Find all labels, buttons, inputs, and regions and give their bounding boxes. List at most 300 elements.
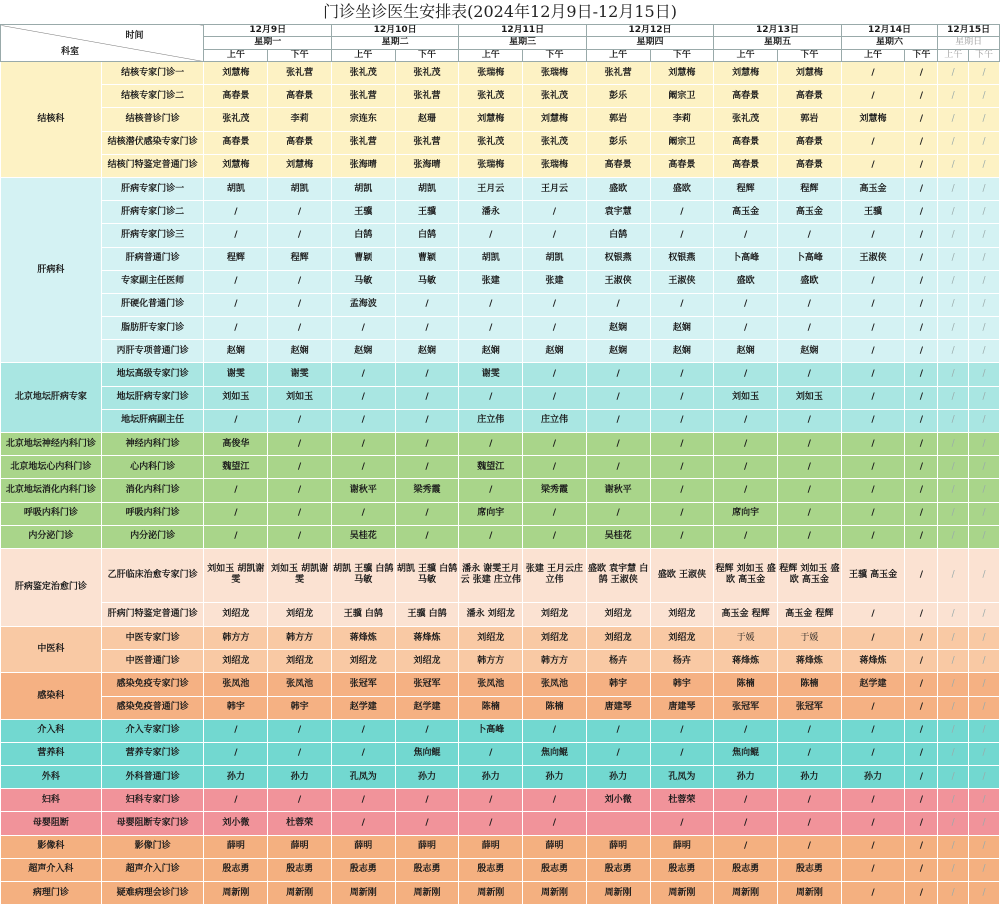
- schedule-cell: /: [938, 247, 969, 270]
- schedule-cell: /: [841, 602, 905, 626]
- schedule-cell: /: [938, 789, 969, 812]
- schedule-cell: /: [395, 502, 459, 525]
- schedule-cell: /: [969, 177, 1000, 200]
- schedule-cell: 张冠军: [777, 696, 841, 719]
- schedule-cell: /: [777, 525, 841, 548]
- clinic-cell: 地坛肝病副主任: [101, 409, 204, 432]
- dept-cell: 肝病科: [1, 177, 102, 363]
- schedule-cell: 高春景: [650, 154, 714, 177]
- schedule-cell: 胡凯 王骥 白鹄 马敏: [331, 548, 395, 602]
- schedule-cell: 彭乐: [586, 85, 650, 108]
- schedule-cell: /: [331, 386, 395, 409]
- schedule-cell: 刘如玉: [204, 386, 268, 409]
- schedule-cell: 刘如玉: [268, 386, 332, 409]
- table-row: [1, 131, 1000, 154]
- schedule-cell: 杜蓉荣: [650, 789, 714, 812]
- schedule-cell: 赵娴: [395, 340, 459, 363]
- schedule-cell: /: [938, 812, 969, 835]
- pm-label: 下午: [395, 49, 459, 61]
- schedule-cell: 赵娴: [523, 340, 587, 363]
- schedule-cell: /: [969, 650, 1000, 673]
- schedule-cell: 杨卉: [586, 650, 650, 673]
- schedule-cell: 蒋烽炼: [714, 650, 778, 673]
- clinic-cell: 地坛高级专家门诊: [101, 363, 204, 386]
- schedule-cell: /: [650, 433, 714, 456]
- schedule-cell: /: [938, 201, 969, 224]
- schedule-cell: 刘绍龙: [204, 650, 268, 673]
- schedule-cell: /: [650, 479, 714, 502]
- schedule-cell: 赵学建: [395, 696, 459, 719]
- schedule-cell: 孔凤为: [331, 766, 395, 789]
- schedule-cell: /: [938, 502, 969, 525]
- schedule-cell: 张礼营: [331, 131, 395, 154]
- schedule-cell: /: [268, 293, 332, 316]
- schedule-cell: 孔凤为: [650, 766, 714, 789]
- schedule-cell: 卜高峰: [777, 247, 841, 270]
- schedule-cell: 马敏: [395, 270, 459, 293]
- table-row: [1, 108, 1000, 131]
- schedule-cell: /: [905, 502, 938, 525]
- schedule-cell: /: [268, 317, 332, 340]
- schedule-cell: 刘慧梅: [523, 108, 587, 131]
- schedule-cell: /: [938, 293, 969, 316]
- schedule-cell: 张凤池: [268, 673, 332, 696]
- clinic-cell: 肝病专家门诊二: [101, 201, 204, 224]
- schedule-cell: 张礼茂: [395, 62, 459, 85]
- schedule-cell: /: [969, 433, 1000, 456]
- clinic-cell: 外科普通门诊: [101, 766, 204, 789]
- schedule-cell: 焦向鲲: [523, 742, 587, 765]
- pm-label: 下午: [523, 49, 587, 61]
- clinic-cell: 内分泌门诊: [101, 525, 204, 548]
- schedule-cell: 赵娴: [650, 317, 714, 340]
- clinic-cell: 感染免疫普通门诊: [101, 696, 204, 719]
- schedule-cell: 薛明: [650, 835, 714, 858]
- schedule-cell: /: [938, 456, 969, 479]
- schedule-cell: 高春景: [268, 131, 332, 154]
- day-weekday: 星期五: [714, 37, 841, 49]
- schedule-cell: /: [523, 789, 587, 812]
- schedule-cell: 张海晴: [395, 154, 459, 177]
- schedule-cell: 薛明: [331, 835, 395, 858]
- schedule-cell: /: [905, 201, 938, 224]
- table-row: [1, 409, 1000, 432]
- schedule-cell: 程辉 刘如玉 盛欧 高玉金: [714, 548, 778, 602]
- schedule-cell: 孙力: [459, 766, 523, 789]
- schedule-cell: /: [331, 456, 395, 479]
- clinic-cell: 呼吸内科门诊: [101, 502, 204, 525]
- schedule-cell: /: [714, 525, 778, 548]
- schedule-cell: /: [459, 224, 523, 247]
- schedule-cell: 王骥 白鹄: [331, 602, 395, 626]
- schedule-cell: /: [268, 456, 332, 479]
- schedule-cell: 于媛: [777, 626, 841, 649]
- schedule-cell: 薛明: [523, 835, 587, 858]
- schedule-cell: /: [459, 386, 523, 409]
- table-row: [1, 673, 1000, 696]
- table-row: [1, 270, 1000, 293]
- schedule-cell: /: [459, 742, 523, 765]
- table-row: [1, 742, 1000, 765]
- schedule-cell: /: [204, 502, 268, 525]
- dept-cell: 病理门诊: [1, 882, 102, 905]
- schedule-cell: /: [777, 293, 841, 316]
- schedule-cell: /: [969, 224, 1000, 247]
- schedule-cell: /: [969, 858, 1000, 881]
- schedule-table: [0, 24, 1000, 905]
- dept-cell: 北京地坛心内科门诊: [1, 456, 102, 479]
- schedule-cell: 程辉: [204, 247, 268, 270]
- schedule-cell: 张瑞梅: [459, 62, 523, 85]
- clinic-cell: 专家副主任医师: [101, 270, 204, 293]
- day-weekday: 星期六: [841, 37, 938, 49]
- schedule-cell: /: [969, 626, 1000, 649]
- schedule-cell: /: [938, 85, 969, 108]
- schedule-cell: [586, 812, 650, 835]
- schedule-cell: /: [969, 812, 1000, 835]
- clinic-cell: 结核门特鉴定普通门诊: [101, 154, 204, 177]
- schedule-cell: 刘绍龙: [268, 602, 332, 626]
- schedule-cell: /: [969, 673, 1000, 696]
- schedule-cell: /: [395, 719, 459, 742]
- schedule-cell: 高春景: [204, 131, 268, 154]
- schedule-cell: 焦向鲲: [714, 742, 778, 765]
- schedule-cell: /: [969, 882, 1000, 905]
- schedule-cell: /: [969, 108, 1000, 131]
- schedule-cell: 陈楠: [523, 696, 587, 719]
- schedule-cell: /: [586, 409, 650, 432]
- schedule-cell: /: [841, 456, 905, 479]
- schedule-cell: 白鹄: [395, 224, 459, 247]
- table-row: [1, 479, 1000, 502]
- schedule-cell: 刘绍龙: [523, 602, 587, 626]
- schedule-cell: /: [841, 62, 905, 85]
- clinic-cell: 疑难病理会诊门诊: [101, 882, 204, 905]
- schedule-cell: 张瑞梅: [523, 62, 587, 85]
- schedule-cell: /: [969, 456, 1000, 479]
- clinic-cell: 肝病专家门诊三: [101, 224, 204, 247]
- schedule-cell: /: [395, 363, 459, 386]
- schedule-cell: /: [841, 626, 905, 649]
- schedule-cell: 刘绍龙: [523, 626, 587, 649]
- schedule-cell: /: [523, 317, 587, 340]
- schedule-cell: 蒋烽炼: [395, 626, 459, 649]
- schedule-cell: 胡凯 王骥 白鹄 马敏: [395, 548, 459, 602]
- schedule-cell: 陈楠: [714, 673, 778, 696]
- schedule-cell: 白鹄: [331, 224, 395, 247]
- schedule-cell: 蒋烽炼: [841, 650, 905, 673]
- schedule-cell: 刘慧梅: [268, 154, 332, 177]
- schedule-cell: /: [331, 502, 395, 525]
- schedule-cell: /: [268, 409, 332, 432]
- schedule-cell: 刘如玉 胡凯谢雯: [204, 548, 268, 602]
- schedule-cell: 张凤池: [523, 673, 587, 696]
- schedule-cell: /: [268, 433, 332, 456]
- schedule-cell: 刘慧梅: [459, 108, 523, 131]
- clinic-cell: 乙肝临床治愈专家门诊: [101, 548, 204, 602]
- schedule-cell: 胡凯: [523, 247, 587, 270]
- schedule-cell: 殷志勇: [459, 858, 523, 881]
- schedule-cell: /: [841, 363, 905, 386]
- schedule-cell: /: [204, 742, 268, 765]
- schedule-cell: /: [938, 386, 969, 409]
- schedule-cell: /: [969, 548, 1000, 602]
- table-row: [1, 62, 1000, 85]
- schedule-cell: 殷志勇: [331, 858, 395, 881]
- schedule-cell: /: [905, 789, 938, 812]
- schedule-cell: /: [331, 363, 395, 386]
- schedule-cell: /: [841, 224, 905, 247]
- schedule-cell: /: [969, 409, 1000, 432]
- schedule-cell: /: [395, 386, 459, 409]
- schedule-cell: 权银燕: [650, 247, 714, 270]
- schedule-cell: /: [905, 742, 938, 765]
- schedule-cell: 席向宇: [714, 502, 778, 525]
- schedule-cell: 殷志勇: [523, 858, 587, 881]
- clinic-cell: 介入专家门诊: [101, 719, 204, 742]
- schedule-cell: 高春景: [714, 131, 778, 154]
- schedule-cell: /: [204, 525, 268, 548]
- schedule-cell: 刘慧梅: [777, 62, 841, 85]
- schedule-cell: /: [841, 502, 905, 525]
- clinic-cell: 肝硬化普通门诊: [101, 293, 204, 316]
- pm-label: 下午: [268, 49, 332, 61]
- schedule-cell: 盛欧 王淑侠: [650, 548, 714, 602]
- schedule-cell: /: [841, 719, 905, 742]
- schedule-cell: /: [841, 131, 905, 154]
- schedule-cell: /: [938, 525, 969, 548]
- schedule-cell: /: [523, 433, 587, 456]
- schedule-cell: /: [714, 224, 778, 247]
- schedule-cell: /: [905, 409, 938, 432]
- schedule-cell: /: [650, 293, 714, 316]
- schedule-cell: 张礼茂: [523, 85, 587, 108]
- schedule-cell: /: [938, 479, 969, 502]
- clinic-cell: 超声介入门诊: [101, 858, 204, 881]
- table-row: [1, 789, 1000, 812]
- schedule-cell: 王骥: [331, 201, 395, 224]
- table-row: [1, 812, 1000, 835]
- schedule-cell: 韩方方: [459, 650, 523, 673]
- schedule-cell: 高春景: [204, 85, 268, 108]
- schedule-cell: 张建: [523, 270, 587, 293]
- schedule-cell: /: [841, 742, 905, 765]
- dept-cell: 外科: [1, 766, 102, 789]
- schedule-cell: /: [969, 317, 1000, 340]
- schedule-cell: 薛明: [204, 835, 268, 858]
- day-weekday: 星期三: [459, 37, 586, 49]
- am-label: 上午: [204, 49, 268, 61]
- schedule-cell: 陈楠: [777, 673, 841, 696]
- table-row: [1, 340, 1000, 363]
- schedule-cell: /: [938, 340, 969, 363]
- schedule-cell: 刘慧梅: [204, 62, 268, 85]
- schedule-cell: /: [459, 525, 523, 548]
- schedule-cell: /: [204, 479, 268, 502]
- schedule-cell: 孙力: [841, 766, 905, 789]
- schedule-cell: 谢雯: [204, 363, 268, 386]
- dept-cell: 呼吸内科门诊: [1, 502, 102, 525]
- table-row: [1, 386, 1000, 409]
- schedule-cell: 殷志勇: [268, 858, 332, 881]
- schedule-cell: 魏望江: [204, 456, 268, 479]
- schedule-cell: 张礼茂: [459, 131, 523, 154]
- schedule-cell: /: [905, 479, 938, 502]
- schedule-cell: 高春景: [777, 154, 841, 177]
- schedule-cell: 张瑞梅: [523, 154, 587, 177]
- schedule-cell: 胡凯: [395, 177, 459, 200]
- schedule-cell: /: [938, 317, 969, 340]
- schedule-cell: /: [395, 317, 459, 340]
- schedule-cell: /: [459, 433, 523, 456]
- schedule-cell: /: [459, 317, 523, 340]
- schedule-cell: /: [714, 456, 778, 479]
- clinic-cell: 脂肪肝专家门诊: [101, 317, 204, 340]
- schedule-cell: /: [523, 525, 587, 548]
- schedule-cell: 白鹄: [586, 224, 650, 247]
- schedule-cell: /: [331, 812, 395, 835]
- schedule-cell: /: [523, 812, 587, 835]
- clinic-cell: 结核专家门诊二: [101, 85, 204, 108]
- schedule-cell: /: [204, 224, 268, 247]
- am-label: 上午: [331, 49, 395, 61]
- schedule-cell: /: [938, 108, 969, 131]
- am-label: 上午: [841, 49, 905, 61]
- schedule-cell: 薛明: [395, 835, 459, 858]
- schedule-cell: /: [650, 409, 714, 432]
- schedule-cell: 彭乐: [586, 131, 650, 154]
- day-date: 12月13日: [714, 25, 841, 37]
- header-corner: [1, 25, 204, 62]
- day-date: 12月10日: [331, 25, 458, 37]
- schedule-cell: /: [650, 456, 714, 479]
- schedule-cell: 谢雯: [268, 363, 332, 386]
- schedule-cell: 薛明: [459, 835, 523, 858]
- schedule-cell: /: [938, 696, 969, 719]
- schedule-cell: /: [777, 719, 841, 742]
- schedule-cell: 谢雯: [459, 363, 523, 386]
- schedule-cell: 孙力: [586, 766, 650, 789]
- schedule-cell: /: [777, 317, 841, 340]
- schedule-cell: /: [523, 719, 587, 742]
- schedule-cell: /: [905, 456, 938, 479]
- schedule-cell: /: [204, 293, 268, 316]
- schedule-cell: 唐建琴: [586, 696, 650, 719]
- clinic-cell: 结核潜伏感染专家门诊: [101, 131, 204, 154]
- schedule-cell: /: [841, 85, 905, 108]
- schedule-cell: /: [777, 224, 841, 247]
- schedule-cell: /: [841, 789, 905, 812]
- schedule-cell: /: [938, 766, 969, 789]
- schedule-cell: 胡凯: [459, 247, 523, 270]
- schedule-cell: 孙力: [523, 766, 587, 789]
- schedule-cell: /: [714, 719, 778, 742]
- schedule-cell: /: [331, 742, 395, 765]
- schedule-cell: 卜高峰: [459, 719, 523, 742]
- schedule-cell: /: [841, 479, 905, 502]
- schedule-cell: 郭岩: [586, 108, 650, 131]
- schedule-cell: 周新刚: [777, 882, 841, 905]
- schedule-cell: 刘慧梅: [204, 154, 268, 177]
- schedule-cell: /: [969, 602, 1000, 626]
- schedule-cell: 李莉: [650, 108, 714, 131]
- schedule-cell: 周新刚: [459, 882, 523, 905]
- schedule-cell: 高春景: [714, 154, 778, 177]
- dept-cell: 影像科: [1, 835, 102, 858]
- schedule-cell: 王骥: [841, 201, 905, 224]
- schedule-cell: /: [523, 293, 587, 316]
- schedule-cell: 刘绍龙: [204, 602, 268, 626]
- schedule-cell: /: [938, 548, 969, 602]
- schedule-cell: /: [841, 270, 905, 293]
- schedule-cell: /: [905, 131, 938, 154]
- schedule-cell: 殷志勇: [395, 858, 459, 881]
- schedule-cell: /: [938, 626, 969, 649]
- schedule-cell: /: [905, 835, 938, 858]
- schedule-cell: /: [268, 502, 332, 525]
- schedule-cell: 庄立伟: [523, 409, 587, 432]
- am-label: 上午: [459, 49, 523, 61]
- schedule-cell: 马敏: [331, 270, 395, 293]
- schedule-cell: /: [938, 835, 969, 858]
- schedule-cell: /: [969, 363, 1000, 386]
- schedule-cell: /: [459, 293, 523, 316]
- schedule-cell: 席向宇: [459, 502, 523, 525]
- schedule-cell: 薛明: [268, 835, 332, 858]
- day-date: 12月15日: [938, 25, 1000, 37]
- schedule-cell: 胡凯: [204, 177, 268, 200]
- schedule-cell: /: [204, 789, 268, 812]
- schedule-cell: 刘如玉: [777, 386, 841, 409]
- table-row: [1, 882, 1000, 905]
- schedule-cell: 刘慧梅: [650, 62, 714, 85]
- table-row: [1, 602, 1000, 626]
- schedule-cell: /: [331, 433, 395, 456]
- schedule-cell: /: [905, 363, 938, 386]
- schedule-cell: /: [650, 363, 714, 386]
- schedule-cell: 王淑侠: [650, 270, 714, 293]
- schedule-cell: /: [905, 433, 938, 456]
- schedule-cell: 刘小微: [586, 789, 650, 812]
- schedule-cell: /: [714, 479, 778, 502]
- schedule-cell: /: [938, 858, 969, 881]
- schedule-cell: 袁宇慧: [586, 201, 650, 224]
- schedule-cell: /: [905, 525, 938, 548]
- schedule-cell: /: [969, 62, 1000, 85]
- table-row: [1, 317, 1000, 340]
- schedule-cell: 蒋烽炼: [331, 626, 395, 649]
- schedule-cell: /: [905, 719, 938, 742]
- schedule-cell: /: [905, 696, 938, 719]
- schedule-cell: /: [938, 224, 969, 247]
- schedule-cell: /: [938, 742, 969, 765]
- schedule-cell: 刘绍龙: [586, 626, 650, 649]
- schedule-cell: 张凤池: [459, 673, 523, 696]
- clinic-cell: 肝病普通门诊: [101, 247, 204, 270]
- schedule-cell: 韩方方: [268, 626, 332, 649]
- table-row: [1, 650, 1000, 673]
- schedule-cell: 刘绍龙: [268, 650, 332, 673]
- schedule-cell: /: [938, 602, 969, 626]
- clinic-cell: 营养专家门诊: [101, 742, 204, 765]
- schedule-cell: /: [268, 789, 332, 812]
- schedule-cell: /: [938, 62, 969, 85]
- schedule-cell: 薛明: [586, 835, 650, 858]
- schedule-cell: /: [905, 626, 938, 649]
- schedule-cell: 程辉: [714, 177, 778, 200]
- schedule-cell: 韩方方: [204, 626, 268, 649]
- schedule-cell: /: [938, 409, 969, 432]
